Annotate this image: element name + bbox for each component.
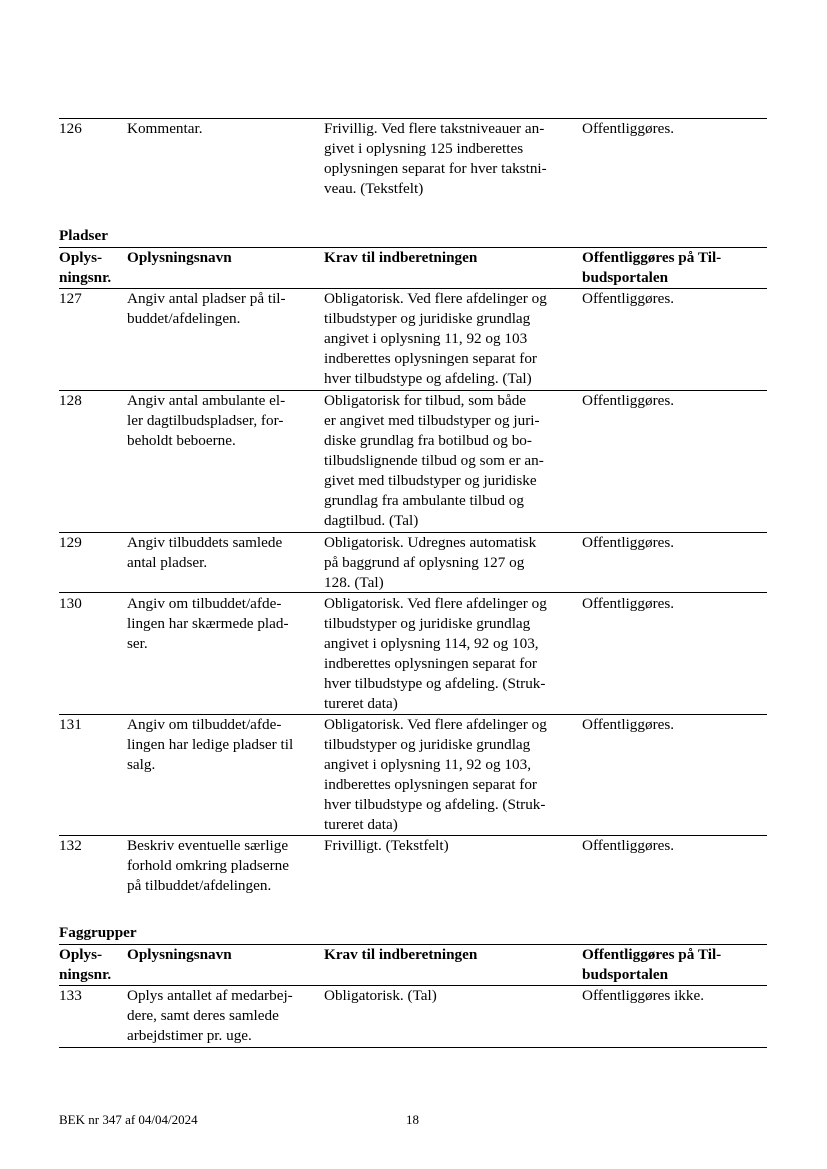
row-offentlig: Offentliggøres. <box>582 595 675 612</box>
row-name: Angiv om tilbuddet/afde- lingen har ledige pladser til salg. <box>127 716 294 773</box>
header-krav: Krav til indberetningen <box>324 946 478 963</box>
row-name: Kommentar. <box>127 120 203 137</box>
row-krav: Obligatorisk. Ved flere afdelinger og tilbudstyper og juridiske grundlag angivet i oplysning 114, 92 og 103, indberettes oplysningen separat for hver tilbudstype og afdeling. (Struk- tureret data) <box>324 595 547 712</box>
row-krav: Obligatorisk. Ved flere afdelinger og tilbudstyper og juridiske grundlag angivet i oplysning 11, 92 og 103, indberettes oplysningen separat for hver tilbudstype og afdeling. (Struk- tureret data) <box>324 716 547 833</box>
header-nr: Oplys- ningsnr. <box>59 249 112 286</box>
row-krav: Frivillig. Ved flere takstniveauer an- givet i oplysning 125 indberettes oplysningen separat for hver takstni- veau. (Tekstfelt) <box>324 120 547 197</box>
section-title-pladser: Pladser <box>59 227 108 244</box>
header-offentlig: Offentliggøres på Til- budsportalen <box>582 249 722 286</box>
table-bottom-rule <box>59 1047 767 1048</box>
header-nr: Oplys- ningsnr. <box>59 946 112 983</box>
row-offentlig: Offentliggøres. <box>582 837 675 854</box>
page-number: 18 <box>406 1112 419 1127</box>
row-nr: 126 <box>59 120 82 137</box>
row-offentlig: Offentliggøres ikke. <box>582 987 705 1004</box>
row-krav: Obligatorisk. Ved flere afdelinger og tilbudstyper og juridiske grundlag angivet i oplysning 11, 92 og 103 indberettes oplysningen separat for hver tilbudstype og afdeling. (Tal) <box>324 290 547 387</box>
row-offentlig: Offentliggøres. <box>582 534 675 551</box>
row-nr: 127 <box>59 290 82 307</box>
row-offentlig: Offentliggøres. <box>582 290 675 307</box>
row-name: Angiv antal ambulante el- ler dagtilbudspladser, for- beholdt beboerne. <box>127 392 286 449</box>
row-name: Oplys antallet af medarbej- dere, samt deres samlede arbejdstimer pr. uge. <box>127 987 293 1044</box>
row-nr: 133 <box>59 987 82 1004</box>
row-offentlig: Offentliggøres. <box>582 392 675 409</box>
row-name: Angiv om tilbuddet/afde- lingen har skærmede plad- ser. <box>127 595 289 652</box>
row-krav: Obligatorisk for tilbud, som både er angivet med tilbudstyper og juri- diske grundlag fra botilbud og bo- tilbudslignende tilbud og som er an- givet med tilbudstyper og juridiske grundlag fra ambulante tilbud og dagtilbud. (Tal) <box>324 392 544 529</box>
row-krav: Frivilligt. (Tekstfelt) <box>324 837 449 854</box>
row-divider <box>59 592 767 593</box>
row-name: Beskriv eventuelle særlige forhold omkring pladserne på tilbuddet/afdelingen. <box>127 837 289 894</box>
header-offentlig: Offentliggøres på Til- budsportalen <box>582 946 722 983</box>
row-nr: 131 <box>59 716 82 733</box>
section-title-faggrupper: Faggrupper <box>59 924 137 941</box>
row-nr: 129 <box>59 534 82 551</box>
row-nr: 128 <box>59 392 82 409</box>
row-krav: Obligatorisk. (Tal) <box>324 987 437 1004</box>
row-nr: 132 <box>59 837 82 854</box>
header-krav: Krav til indberetningen <box>324 249 478 266</box>
row-name: Angiv antal pladser på til- buddet/afdelingen. <box>127 290 286 327</box>
row-nr: 130 <box>59 595 82 612</box>
header-name: Oplysningsnavn <box>127 946 232 963</box>
row-name: Angiv tilbuddets samlede antal pladser. <box>127 534 283 571</box>
footer-reference: BEK nr 347 af 04/04/2024 <box>59 1112 198 1127</box>
row-krav: Obligatorisk. Udregnes automatisk på baggrund af oplysning 127 og 128. (Tal) <box>324 534 537 591</box>
row-offentlig: Offentliggøres. <box>582 716 675 733</box>
row-offentlig: Offentliggøres. <box>582 120 675 137</box>
header-name: Oplysningsnavn <box>127 249 232 266</box>
